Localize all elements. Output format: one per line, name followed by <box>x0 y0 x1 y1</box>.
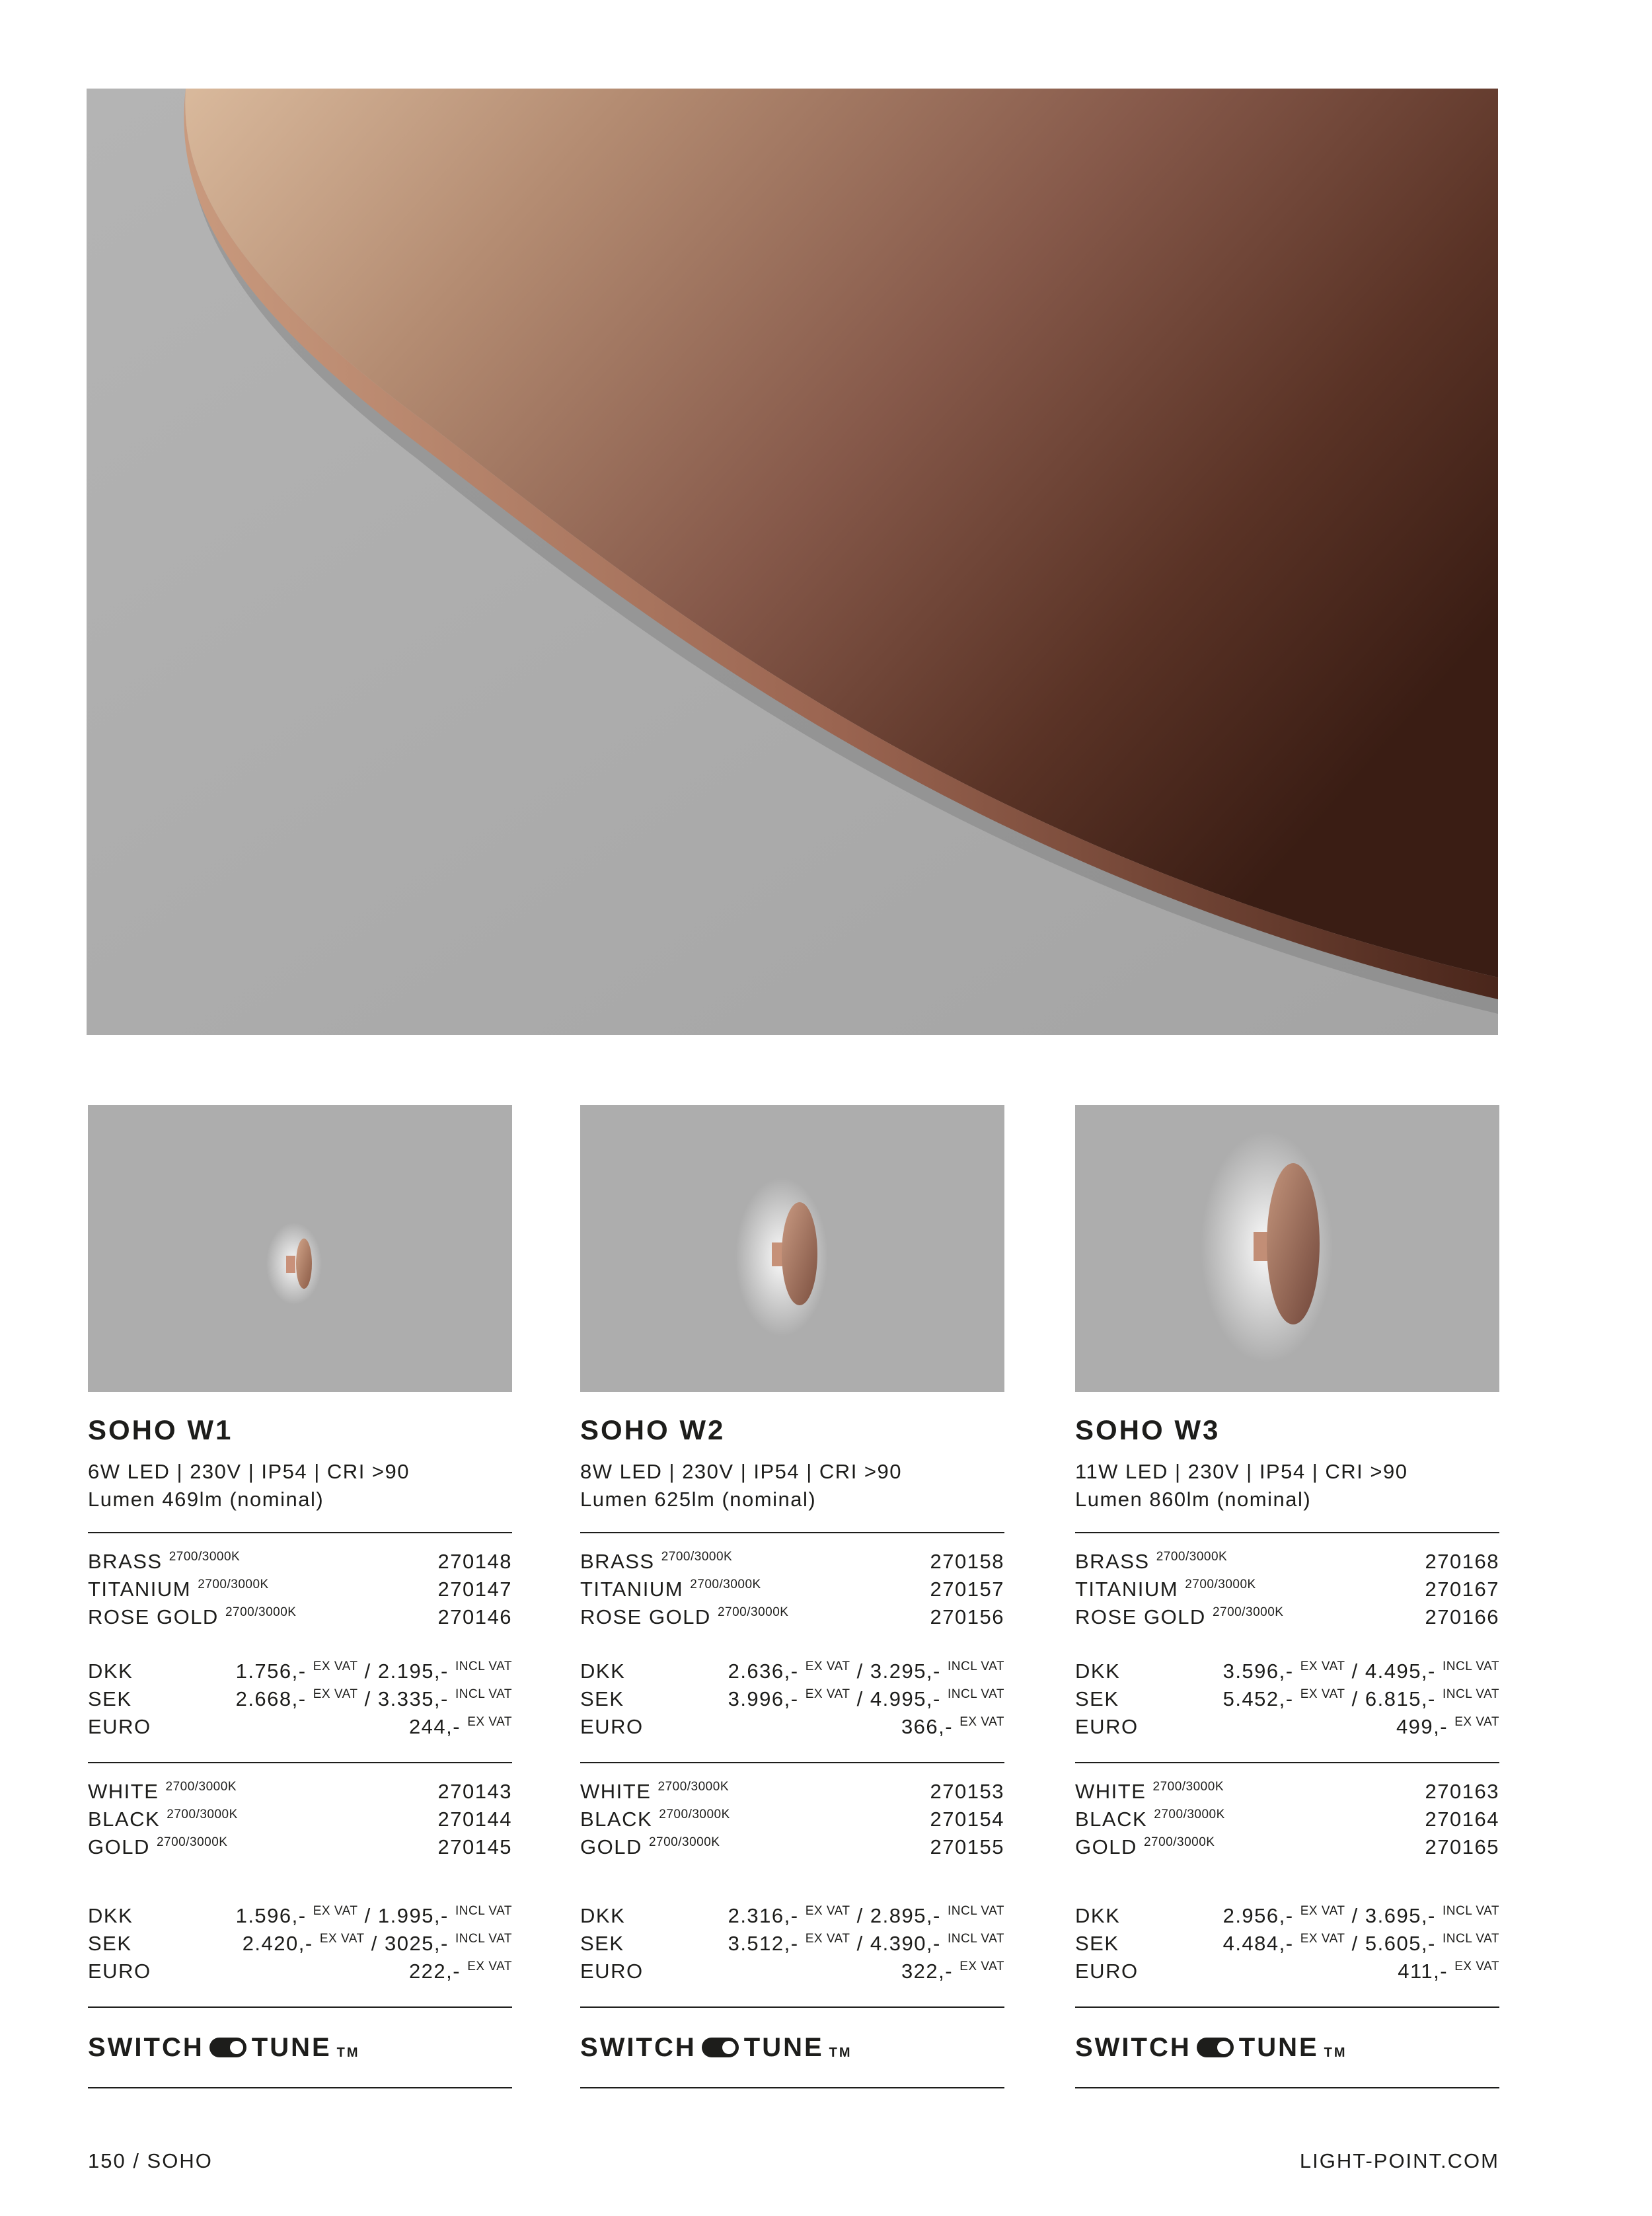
product-photo-soho-w1 <box>88 1105 512 1392</box>
article-number: 270166 <box>1425 1605 1499 1628</box>
product-spec <box>1075 1458 1499 1513</box>
divider <box>88 2087 512 2088</box>
price-list-a <box>1075 1658 1499 1741</box>
spec-line-lumen: Lumen 860lm (nominal) <box>1075 1488 1312 1511</box>
divider <box>580 1762 1004 1763</box>
finish-row: TITANIUM $^{2700/3000K}$ 270167 <box>1075 1576 1499 1603</box>
finish-list-b <box>1075 1778 1499 1861</box>
finish-list-a <box>580 1548 1004 1631</box>
price-row-dkk: DKK 2.956,- $^{EX VAT}$ / 3.695,- $^{INCL VAT}$ <box>1075 1904 1499 1927</box>
switch-tune-logo: SWITCH TUNE TM <box>88 2032 360 2062</box>
spec-line-lumen: Lumen 625lm (nominal) <box>580 1488 817 1511</box>
rose-gold-disc-closeup-image <box>87 89 1498 1035</box>
divider <box>1075 1762 1499 1763</box>
price-row-euro: EURO 411,- $^{EX VAT}$ <box>1075 1960 1499 1983</box>
finish-row: TITANIUM $^{2700/3000K}$ 270157 <box>580 1576 1004 1603</box>
article-number: 270145 <box>437 1835 512 1858</box>
hero-photo <box>87 89 1498 1035</box>
product-column-soho-w3 <box>1075 1105 1499 2088</box>
price-row-sek: SEK 4.484,- $^{EX VAT}$ / 5.605,- $^{INCL VAT}$ <box>1075 1932 1499 1955</box>
finish-row: ROSE GOLD $^{2700/3000K}$ 270146 <box>88 1603 512 1631</box>
product-spec <box>88 1458 512 1513</box>
article-number: 270147 <box>437 1578 512 1601</box>
article-number: 270157 <box>930 1578 1004 1601</box>
finish-row: ROSE GOLD $^{2700/3000K}$ 270156 <box>580 1603 1004 1631</box>
divider <box>580 2087 1004 2088</box>
product-title: SOHO W1 <box>88 1414 233 1445</box>
finish-row: TITANIUM $^{2700/3000K}$ 270147 <box>88 1576 512 1603</box>
finish-row: BLACK $^{2700/3000K}$ 270154 <box>580 1806 1004 1833</box>
article-number: 270144 <box>437 1808 512 1831</box>
page-number: 150 / SOHO <box>88 2149 213 2172</box>
product-spec <box>580 1458 1004 1513</box>
article-number: 270167 <box>1425 1578 1499 1601</box>
product-title: SOHO W2 <box>580 1414 726 1445</box>
article-number: 270158 <box>930 1550 1004 1573</box>
website-link[interactable]: LIGHT-POINT.COM <box>1299 2149 1499 2172</box>
price-row-dkk: DKK 1.756,- $^{EX VAT}$ / 2.195,- $^{INCL VAT}$ <box>88 1660 512 1683</box>
price-row-euro: EURO 222,- $^{EX VAT}$ <box>88 1960 512 1983</box>
price-row-euro: EURO 499,- $^{EX VAT}$ <box>1075 1715 1499 1738</box>
price-row-dkk: DKK 3.596,- $^{EX VAT}$ / 4.495,- $^{INCL VAT}$ <box>1075 1660 1499 1683</box>
price-row-sek: SEK 3.996,- $^{EX VAT}$ / 4.995,- $^{INCL VAT}$ <box>580 1687 1004 1710</box>
price-list-a <box>88 1658 512 1741</box>
price-row-sek: SEK 5.452,- $^{EX VAT}$ / 6.815,- $^{INCL VAT}$ <box>1075 1687 1499 1710</box>
article-number: 270148 <box>437 1550 512 1573</box>
product-column-soho-w1 <box>88 1105 512 2088</box>
finish-list-b <box>88 1778 512 1861</box>
article-number: 270165 <box>1425 1835 1499 1858</box>
price-row-dkk: DKK 2.636,- $^{EX VAT}$ / 3.295,- $^{INCL VAT}$ <box>580 1660 1004 1683</box>
price-row-sek: SEK 2.420,- $^{EX VAT}$ / 3025,- $^{INCL VAT}$ <box>88 1932 512 1955</box>
wall-lamp-medium-image <box>580 1105 1004 1392</box>
toggle-icon <box>1197 2038 1234 2057</box>
product-photo-soho-w3 <box>1075 1105 1499 1392</box>
divider <box>1075 2087 1499 2088</box>
product-column-soho-w2 <box>580 1105 1004 2088</box>
wall-lamp-large-image <box>1075 1105 1499 1392</box>
article-number: 270154 <box>930 1808 1004 1831</box>
toggle-icon <box>702 2038 739 2057</box>
finish-row: WHITE $^{2700/3000K}$ 270143 <box>88 1778 512 1806</box>
divider <box>1075 1532 1499 1533</box>
divider <box>580 1532 1004 1533</box>
price-list-b <box>1075 1902 1499 1985</box>
finish-row: GOLD $^{2700/3000K}$ 270165 <box>1075 1833 1499 1861</box>
spec-line-lumen: Lumen 469lm (nominal) <box>88 1488 324 1511</box>
price-list-a <box>580 1658 1004 1741</box>
finish-row: WHITE $^{2700/3000K}$ 270163 <box>1075 1778 1499 1806</box>
article-number: 270143 <box>437 1780 512 1803</box>
article-number: 270155 <box>930 1835 1004 1858</box>
article-number: 270168 <box>1425 1550 1499 1573</box>
price-list-b <box>580 1902 1004 1985</box>
switch-tune-logo: SWITCH TUNE TM <box>580 2032 852 2062</box>
divider <box>88 1762 512 1763</box>
article-number: 270164 <box>1425 1808 1499 1831</box>
switch-tune-logo: SWITCH TUNE TM <box>1075 2032 1347 2062</box>
finish-row: GOLD $^{2700/3000K}$ 270145 <box>88 1833 512 1861</box>
spec-line-power: 6W LED | 230V | IP54 | CRI >90 <box>88 1460 410 1483</box>
price-row-dkk: DKK 2.316,- $^{EX VAT}$ / 2.895,- $^{INCL VAT}$ <box>580 1904 1004 1927</box>
price-row-euro: EURO 322,- $^{EX VAT}$ <box>580 1960 1004 1983</box>
finish-row: BRASS $^{2700/3000K}$ 270148 <box>88 1548 512 1576</box>
finish-list-b <box>580 1778 1004 1861</box>
finish-list-a <box>88 1548 512 1631</box>
price-row-euro: EURO 366,- $^{EX VAT}$ <box>580 1715 1004 1738</box>
spec-line-power: 8W LED | 230V | IP54 | CRI >90 <box>580 1460 903 1483</box>
price-row-euro: EURO 244,- $^{EX VAT}$ <box>88 1715 512 1738</box>
article-number: 270163 <box>1425 1780 1499 1803</box>
finish-row: GOLD $^{2700/3000K}$ 270155 <box>580 1833 1004 1861</box>
spec-line-power: 11W LED | 230V | IP54 | CRI >90 <box>1075 1460 1408 1483</box>
article-number: 270153 <box>930 1780 1004 1803</box>
wall-lamp-small-image <box>88 1105 512 1392</box>
finish-row: BRASS $^{2700/3000K}$ 270158 <box>580 1548 1004 1576</box>
article-number: 270146 <box>437 1605 512 1628</box>
article-number: 270156 <box>930 1605 1004 1628</box>
finish-row: BRASS $^{2700/3000K}$ 270168 <box>1075 1548 1499 1576</box>
finish-list-a <box>1075 1548 1499 1631</box>
finish-row: WHITE $^{2700/3000K}$ 270153 <box>580 1778 1004 1806</box>
divider <box>88 1532 512 1533</box>
price-row-dkk: DKK 1.596,- $^{EX VAT}$ / 1.995,- $^{INCL VAT}$ <box>88 1904 512 1927</box>
finish-row: ROSE GOLD $^{2700/3000K}$ 270166 <box>1075 1603 1499 1631</box>
product-photo-soho-w2 <box>580 1105 1004 1392</box>
toggle-icon <box>209 2038 246 2057</box>
price-list-b <box>88 1902 512 1985</box>
finish-row: BLACK $^{2700/3000K}$ 270164 <box>1075 1806 1499 1833</box>
finish-row: BLACK $^{2700/3000K}$ 270144 <box>88 1806 512 1833</box>
product-title: SOHO W3 <box>1075 1414 1220 1445</box>
price-row-sek: SEK 2.668,- $^{EX VAT}$ / 3.335,- $^{INCL VAT}$ <box>88 1687 512 1710</box>
price-row-sek: SEK 3.512,- $^{EX VAT}$ / 4.390,- $^{INCL VAT}$ <box>580 1932 1004 1955</box>
